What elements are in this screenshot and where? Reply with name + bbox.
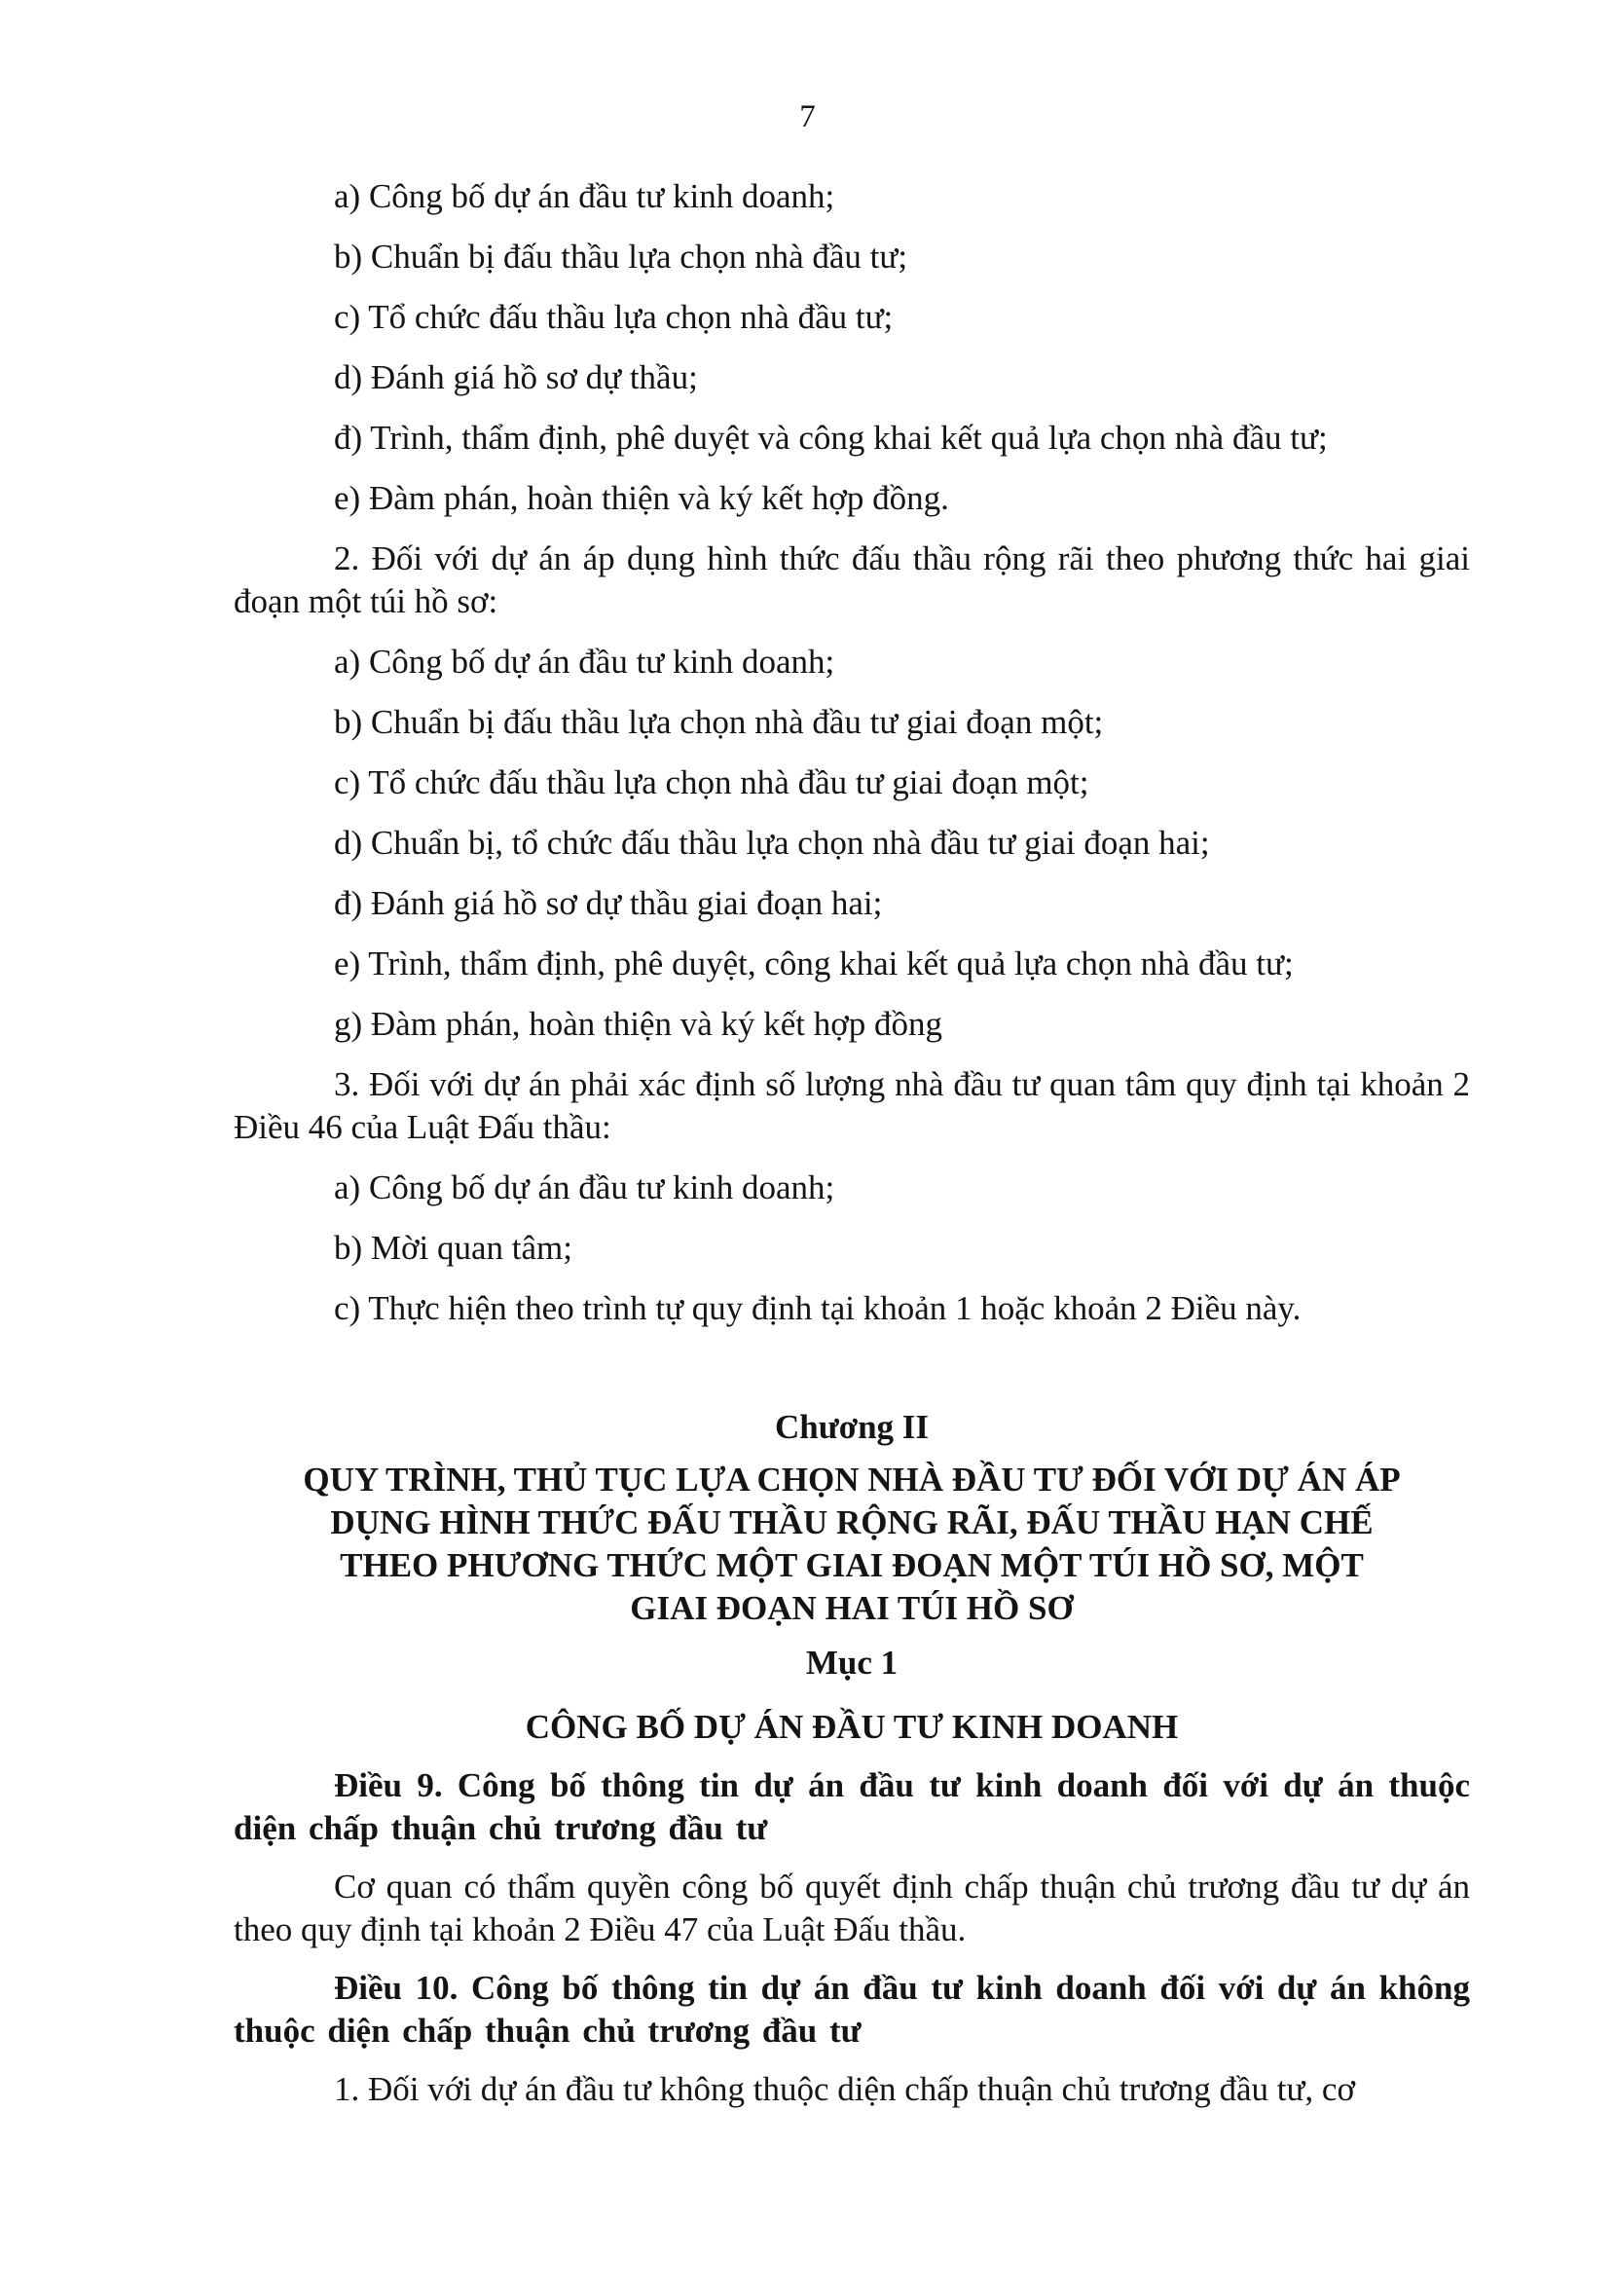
list-item: a) Công bố dự án đầu tư kinh doanh;	[334, 643, 835, 681]
clause-1-items	[234, 175, 1470, 520]
list-item: d) Chuẩn bị, tổ chức đấu thầu lựa chọn nhà đầu tư giai đoạn hai;	[334, 824, 1210, 862]
article-title: Điều 9. Công bố thông tin dự án đầu tư kinh doanh đối với dự án thuộc diện chấp thuận chủ trương đầu tư	[234, 1766, 1470, 1847]
section-heading: Mục 1	[805, 1644, 899, 1682]
list-item: b) Chuẩn bị đấu thầu lựa chọn nhà đầu tư giai đoạn một;	[334, 703, 1104, 741]
list-item: e) Trình, thẩm định, phê duyệt, công khai kết quả lựa chọn nhà đầu tư;	[334, 944, 1294, 982]
list-item: c) Tổ chức đấu thầu lựa chọn nhà đầu tư;	[334, 298, 894, 336]
list-item: d) Đánh giá hồ sơ dự thầu;	[334, 358, 698, 396]
list-item: a) Công bố dự án đầu tư kinh doanh;	[334, 1168, 835, 1206]
list-item: e) Đàm phán, hoàn thiện và ký kết hợp đồng.	[334, 479, 949, 517]
article-9	[234, 1764, 1470, 1951]
chapter-title-line: QUY TRÌNH, THỦ TỤC LỰA CHỌN NHÀ ĐẦU TƯ ĐỐI VỚI DỰ ÁN ÁP	[303, 1461, 1401, 1499]
chapter-block	[234, 1406, 1470, 1630]
chapter-heading: Chương II	[774, 1408, 930, 1446]
section-title: CÔNG BỐ DỰ ÁN ĐẦU TƯ KINH DOANH	[525, 1708, 1179, 1746]
list-item: g) Đàm phán, hoàn thiện và ký kết hợp đồng	[334, 1005, 943, 1043]
list-item: đ) Trình, thẩm định, phê duyệt và công khai kết quả lựa chọn nhà đầu tư;	[334, 419, 1328, 457]
section-block	[234, 1642, 1470, 1749]
list-item: c) Tổ chức đấu thầu lựa chọn nhà đầu tư giai đoạn một;	[334, 763, 1089, 801]
list-item: b) Chuẩn bị đấu thầu lựa chọn nhà đầu tư;	[334, 238, 908, 276]
page-number: 7	[799, 99, 816, 134]
chapter-title-line: GIAI ĐOẠN HAI TÚI HỒ SƠ	[630, 1589, 1074, 1627]
chapter-title-line: THEO PHƯƠNG THỨC MỘT GIAI ĐOẠN MỘT TÚI HỒ SƠ, MỘT	[340, 1546, 1364, 1584]
clause-heading: 2. Đối với dự án áp dụng hình thức đấu thầu rộng rãi theo phương thức hai giai đoạn một túi hồ sơ:	[234, 539, 1470, 620]
list-item: c) Thực hiện theo trình tự quy định tại khoản 1 hoặc khoản 2 Điều này.	[334, 1289, 1302, 1327]
article-body: Cơ quan có thẩm quyền công bố quyết định chấp thuận chủ trương đầu tư dự án theo quy định tại khoản 2 Điều 47 của Luật Đấu thầu.	[234, 1868, 1470, 1948]
clause-2	[234, 537, 1470, 1046]
document-body	[234, 175, 1470, 2111]
list-item: đ) Đánh giá hồ sơ dự thầu giai đoạn hai;	[334, 884, 883, 922]
list-item: b) Mời quan tâm;	[334, 1229, 572, 1267]
chapter-title-line: DỤNG HÌNH THỨC ĐẤU THẦU RỘNG RÃI, ĐẤU THẦU HẠN CHẾ	[330, 1503, 1374, 1541]
article-title: Điều 10. Công bố thông tin dự án đầu tư kinh doanh đối với dự án không thuộc diện chấp thuận chủ trương đầu tư	[234, 1969, 1470, 2050]
clause-heading: 3. Đối với dự án phải xác định số lượng nhà đầu tư quan tâm quy định tại khoản 2 Điều 46 của Luật Đấu thầu:	[234, 1065, 1470, 1146]
chapter-title	[234, 1459, 1470, 1630]
article-body: 1. Đối với dự án đầu tư không thuộc diện chấp thuận chủ trương đầu tư, cơ	[334, 2070, 1355, 2108]
list-item: a) Công bố dự án đầu tư kinh doanh;	[334, 177, 835, 215]
article-10	[234, 1967, 1470, 2111]
clause-3	[234, 1063, 1470, 1330]
